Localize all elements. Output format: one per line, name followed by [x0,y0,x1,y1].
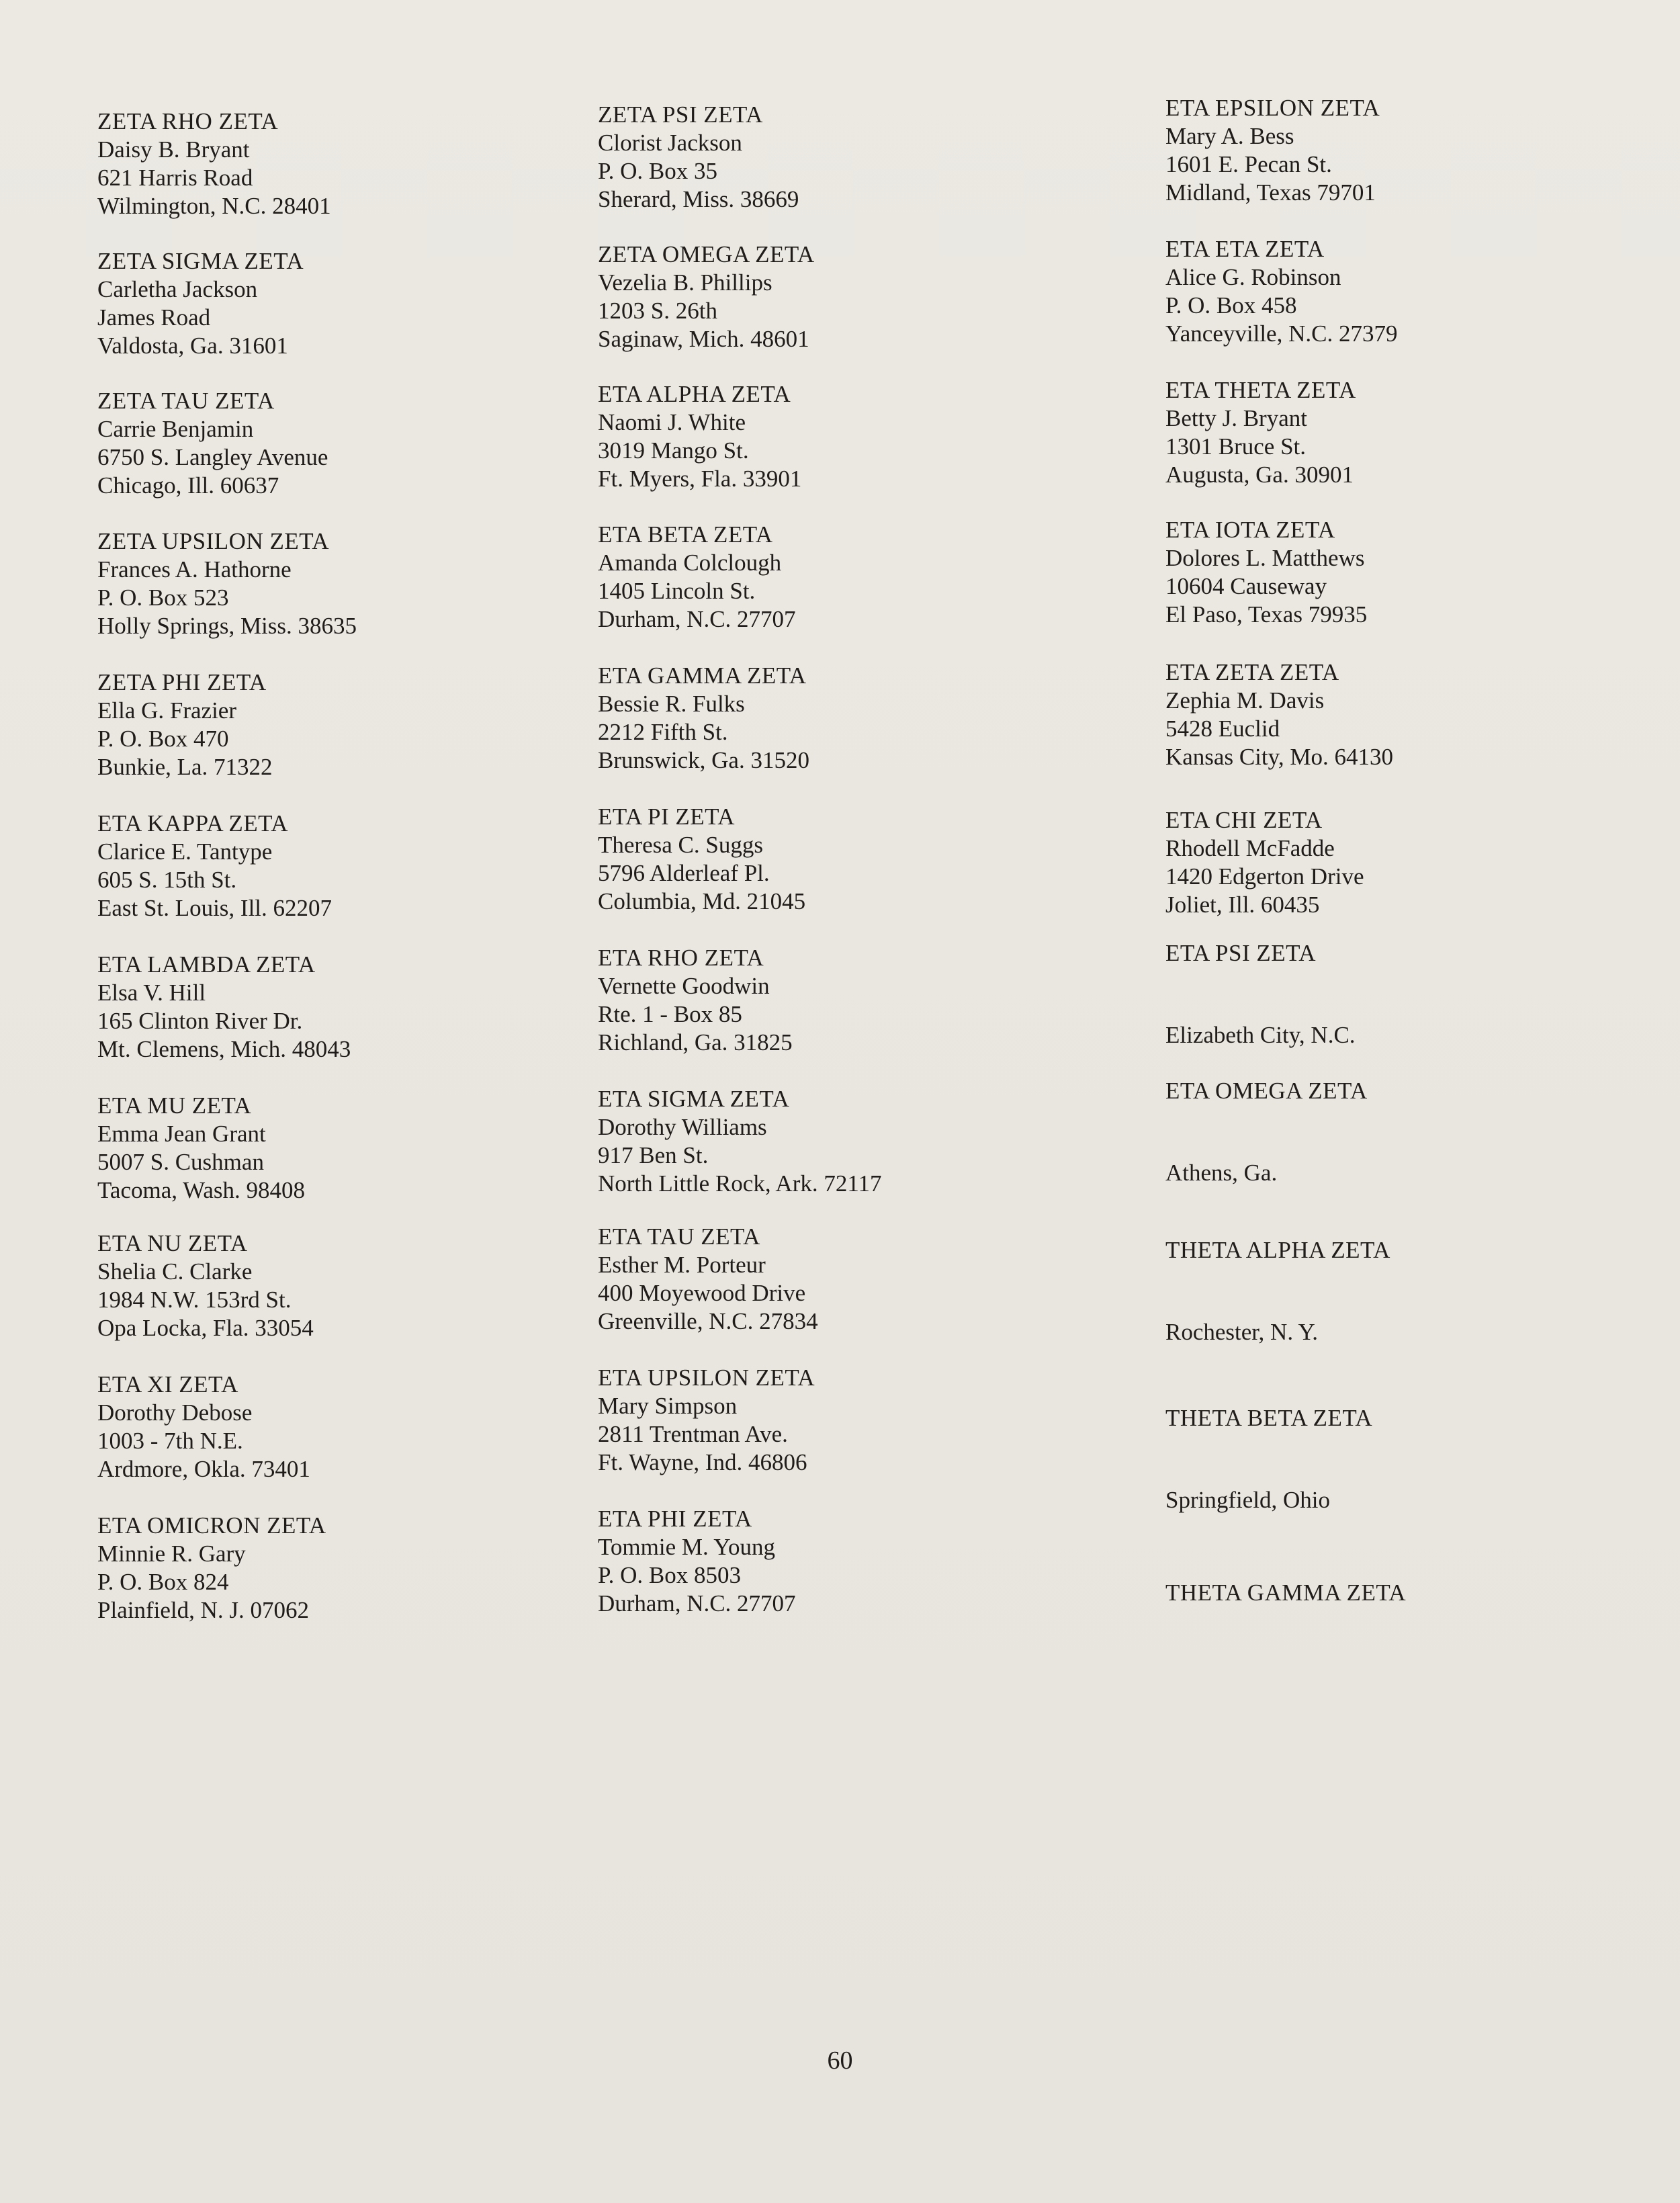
address-line: 5796 Alderleaf Pl. [598,860,770,886]
address-line: North Little Rock, Ark. 72117 [598,1170,882,1197]
chapter-entry [1165,658,1676,771]
chapter-entry [1165,516,1676,629]
address-line: Greenville, N.C. 27834 [598,1308,818,1334]
chapter-name: ZETA SIGMA ZETA [97,248,304,274]
contact-name: Amanda Colclough [598,550,782,576]
address-line: Yanceyville, N.C. 27379 [1165,320,1398,347]
address-line: Midland, Texas 79701 [1165,179,1376,206]
chapter-name: ETA TAU ZETA [598,1223,760,1250]
chapter-name: ETA RHO ZETA [598,945,764,971]
chapter-entry [97,527,608,640]
chapter-entry [97,1512,608,1625]
chapter-name: ETA IOTA ZETA [1165,517,1335,543]
chapter-entry [1165,376,1676,489]
address-line: Joliet, Ill. 60435 [1165,892,1320,918]
contact-name: Theresa C. Suggs [598,832,763,858]
address-line: P. O. Box 35 [598,158,717,184]
chapter-name: ETA THETA ZETA [1165,377,1356,403]
address-line: 1601 E. Pecan St. [1165,151,1332,177]
contact-name: Dorothy Debose [97,1399,253,1426]
address-line: 621 Harris Road [97,165,253,191]
address-line: P. O. Box 470 [97,726,229,752]
chapter-name: ZETA OMEGA ZETA [598,241,815,267]
contact-name: Vernette Goodwin [598,973,770,999]
address-line: Wilmington, N.C. 28401 [97,193,331,219]
chapter-name: THETA ALPHA ZETA [1165,1237,1390,1263]
chapter-name: ETA KAPPA ZETA [97,810,289,836]
chapter-entry [97,247,608,360]
address-line: Augusta, Ga. 30901 [1165,462,1354,488]
address-line: 5007 S. Cushman [97,1149,264,1175]
chapter-name: ETA ALPHA ZETA [598,381,791,407]
address-line: Valdosta, Ga. 31601 [97,333,288,359]
chapter-entry [598,1085,1108,1198]
contact-name: Clarice E. Tantype [97,838,273,865]
chapter-entry [1165,235,1676,348]
contact-name: Naomi J. White [598,409,746,435]
address-line: Sherard, Miss. 38669 [598,186,799,212]
chapter-entry [1165,1077,1676,1187]
chapter-name: THETA BETA ZETA [1165,1405,1373,1431]
contact-name: Carrie Benjamin [97,416,254,442]
page-number: 60 [827,2046,853,2075]
contact-name: Alice G. Robinson [1165,264,1341,290]
chapter-name: ETA PSI ZETA [1165,940,1316,966]
contact-name: Esther M. Porteur [598,1252,766,1278]
chapter-name: ETA XI ZETA [97,1371,238,1397]
address-line: Kansas City, Mo. 64130 [1165,744,1393,770]
address-line: Athens, Ga. [1165,1160,1278,1186]
contact-name: Emma Jean Grant [97,1121,266,1147]
chapter-name: ZETA PHI ZETA [97,669,267,695]
address-line: Tacoma, Wash. 98408 [97,1177,306,1203]
chapter-name: ETA ZETA ZETA [1165,659,1339,685]
address-line: P. O. Box 458 [1165,292,1297,318]
address-line: 5428 Euclid [1165,716,1280,742]
contact-name: Minnie R. Gary [97,1541,246,1567]
chapter-entry [598,521,1108,634]
chapter-entry [598,380,1108,493]
contact-name: Rhodell McFadde [1165,835,1335,861]
contact-name: Tommie M. Young [598,1534,775,1560]
address-line: East St. Louis, Ill. 62207 [97,895,333,921]
chapter-entry [97,668,608,781]
address-line: Durham, N.C. 27707 [598,1590,796,1616]
address-line: 10604 Causeway [1165,573,1327,599]
address-line: El Paso, Texas 79935 [1165,601,1368,628]
address-line: Opa Locka, Fla. 33054 [97,1315,314,1341]
address-line: Rte. 1 - Box 85 [598,1001,742,1027]
chapter-entry [97,951,608,1064]
address-line: Bunkie, La. 71322 [97,754,273,780]
contact-name: Bessie R. Fulks [598,691,745,717]
chapter-entry [598,1364,1108,1477]
chapter-name: ETA PI ZETA [598,804,736,830]
chapter-name: ETA GAMMA ZETA [598,662,807,689]
contact-name: Ella G. Frazier [97,697,236,724]
address-line: 165 Clinton River Dr. [97,1008,303,1034]
chapter-entry [598,1505,1108,1618]
contact-name: Vezelia B. Phillips [598,269,772,296]
chapter-entry [598,101,1108,214]
chapter-entry [598,1223,1108,1336]
chapter-name: ETA ETA ZETA [1165,236,1325,262]
contact-name: Mary Simpson [598,1393,738,1419]
chapter-name: ZETA TAU ZETA [97,388,275,414]
chapter-entry [598,803,1108,916]
chapter-name: ETA CHI ZETA [1165,807,1323,833]
chapter-name: ETA LAMBDA ZETA [97,951,316,978]
address-line: James Road [97,304,211,331]
chapter-name: ETA MU ZETA [97,1092,252,1119]
chapter-name: ETA SIGMA ZETA [598,1086,790,1112]
contact-name: Frances A. Hathorne [97,556,292,582]
contact-name: Shelia C. Clarke [97,1258,253,1285]
chapter-name: ZETA UPSILON ZETA [97,528,330,554]
address-line: Columbia, Md. 21045 [598,888,806,914]
address-line: P. O. Box 523 [97,585,229,611]
chapter-name: ETA PHI ZETA [598,1506,752,1532]
address-line: 400 Moyewood Drive [598,1280,806,1306]
chapter-name: ETA OMEGA ZETA [1165,1078,1368,1104]
address-line: Ft. Wayne, Ind. 46806 [598,1449,807,1475]
address-line: Richland, Ga. 31825 [598,1029,793,1055]
chapter-name: ETA BETA ZETA [598,521,773,548]
address-line: Holly Springs, Miss. 38635 [97,613,357,639]
contact-name: Clorist Jackson [598,130,742,156]
chapter-entry [1165,1404,1676,1514]
chapter-entry [1165,939,1676,1049]
chapter-entry [598,944,1108,1057]
chapter-name: THETA GAMMA ZETA [1165,1580,1407,1606]
address-line: Brunswick, Ga. 31520 [598,747,809,773]
chapter-entry [97,810,608,922]
address-line: Ft. Myers, Fla. 33901 [598,466,802,492]
chapter-entry [97,1229,608,1342]
chapter-entry [1165,1579,1676,1607]
address-line: 1405 Lincoln St. [598,578,756,604]
address-line: Ardmore, Okla. 73401 [97,1456,310,1482]
contact-name: Mary A. Bess [1165,123,1294,149]
address-line: 3019 Mango St. [598,437,749,464]
chapter-name: ETA UPSILON ZETA [598,1365,815,1391]
address-line: Springfield, Ohio [1165,1487,1330,1513]
chapter-entry [97,1371,608,1483]
address-line: 1301 Bruce St. [1165,433,1307,460]
contact-name: Carletha Jackson [97,276,258,302]
address-line: P. O. Box 824 [97,1569,229,1595]
chapter-entry [1165,94,1676,207]
address-line: Elizabeth City, N.C. [1165,1022,1356,1048]
contact-name: Dolores L. Matthews [1165,545,1365,571]
address-line: 917 Ben St. [598,1142,709,1168]
address-line: 1984 N.W. 153rd St. [97,1287,292,1313]
chapter-name: ETA EPSILON ZETA [1165,95,1380,121]
address-line: P. O. Box 8503 [598,1562,741,1588]
chapter-entry [97,387,608,500]
contact-name: Elsa V. Hill [97,980,206,1006]
chapter-entry [598,662,1108,775]
address-line: 1203 S. 26th [598,298,717,324]
address-line: Saginaw, Mich. 48601 [598,326,809,352]
chapter-entry [97,107,608,220]
address-line: Mt. Clemens, Mich. 48043 [97,1036,351,1062]
chapter-entry [1165,1236,1676,1346]
address-line: Rochester, N. Y. [1165,1319,1319,1345]
address-line: Plainfield, N. J. 07062 [97,1597,309,1623]
address-line: 1003 - 7th N.E. [97,1428,243,1454]
address-line: Chicago, Ill. 60637 [97,472,279,499]
contact-name: Dorothy Williams [598,1114,767,1140]
address-line: 2212 Fifth St. [598,719,728,745]
contact-name: Daisy B. Bryant [97,136,250,163]
chapter-name: ZETA PSI ZETA [598,101,763,128]
chapter-name: ETA NU ZETA [97,1230,248,1256]
contact-name: Betty J. Bryant [1165,405,1307,431]
chapter-name: ZETA RHO ZETA [97,108,279,134]
address-line: 1420 Edgerton Drive [1165,863,1364,890]
chapter-entry [97,1092,608,1205]
address-line: Durham, N.C. 27707 [598,606,796,632]
address-line: 605 S. 15th St. [97,867,237,893]
chapter-name: ETA OMICRON ZETA [97,1512,326,1539]
chapter-entry [1165,806,1676,919]
address-line: 6750 S. Langley Avenue [97,444,328,470]
address-line: 2811 Trentman Ave. [598,1421,788,1447]
chapter-entry [598,241,1108,353]
contact-name: Zephia M. Davis [1165,687,1325,714]
